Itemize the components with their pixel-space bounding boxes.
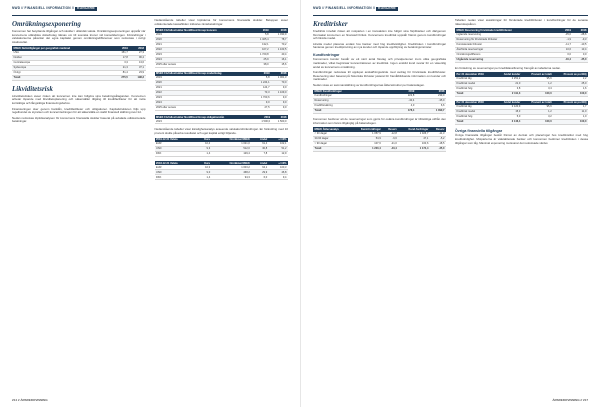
table-cell: Kreditrisk hög [455, 86, 496, 91]
table-header-cell: Andel [251, 161, 268, 165]
paragraph: En fördelning av reserveringar per kreditklassificering framgår av tabellerna nedan. [455, 65, 561, 70]
left-column-1 [12, 19, 146, 184]
table-cell: 17,8 [113, 55, 129, 60]
table-cell: 2022 [155, 47, 253, 52]
table-cell: 15,3 [496, 110, 522, 115]
table-cell: EUR [155, 165, 197, 170]
table-cell: 3,8 [496, 86, 522, 91]
table-cell: 100,6 [398, 141, 430, 146]
table-cell: 102,1 [269, 142, 288, 147]
table-cell: 151,7 [113, 51, 129, 56]
table-cell: 10,3 [196, 165, 211, 170]
table-cell: 2020 [155, 81, 255, 86]
table-cell: Kreditrisk medel [455, 81, 496, 86]
table-cell: 37,1 [129, 65, 145, 70]
table-header-cell: Omräknat MSEK [212, 161, 252, 165]
table-cell: 1 003,2 [212, 165, 252, 170]
table-cell: 107,6 [351, 141, 383, 146]
table-cell: 95,6 [522, 105, 553, 110]
section-tag: KONCERN [378, 6, 396, 10]
table-cell: Kundfordringar [313, 94, 391, 99]
maturity-table-group [155, 28, 289, 67]
table-cell: USD [155, 147, 197, 152]
table-cell: 1 729,8 [252, 52, 270, 57]
table-cell: 239,9 [416, 94, 446, 99]
table-cell: DKK [155, 152, 197, 157]
table-cell: 0,0 [572, 52, 588, 57]
table-cell: Kreditförsäkring [313, 103, 391, 108]
table-cell: 1 109,0 [271, 91, 288, 96]
paragraph: Nedanstående tabeller visar känslighetsanalys avseende valutakursförändringar. En förändring med 10 procent skulle påverka resultatet och eget kapital enligt följande. [154, 127, 288, 135]
table-cell: 9,3 [196, 147, 211, 152]
table-cell: 100,0 [553, 120, 588, 125]
table-cell: 29,9 [251, 170, 268, 175]
table-cell: 6,0 [251, 175, 268, 180]
table-cell: 2023 [155, 52, 253, 57]
table-cell: 1,4 [196, 175, 211, 180]
paragraph: Kreditrisk innebär risken att motparten i en transaktion inte fullgör sina förpliktelser och därigenom förorsakar koncernen en finansiell förlust. Koncernens kreditrisk uppstår främst genom kundfordringar och likvida medel. [313, 29, 446, 41]
paragraph: Nedan visas en sammanställning av kundfordringarnas åldersstruktur per balansdagen. [313, 82, 425, 87]
paragraph: Finansieringen sker genom banklån, kreditfaciliteter och obligationer. Kapitalstrukturen följs upp regelbundet av styrelsen och koncernledningen för att säkerställa en stabil finansiell ställning över tid. [12, 106, 146, 115]
table-cell: -40,4 [382, 146, 398, 151]
table-cell: 3,3 [113, 60, 129, 65]
table-total-row [12, 75, 146, 80]
table-cell: DKK [155, 175, 197, 180]
table-cell: 2022 [155, 91, 255, 96]
table-cell: Totalt [313, 146, 351, 151]
table-cell: Kreditrisk medel [455, 110, 496, 115]
table-cell: 11,0 [553, 110, 588, 115]
table-cell: 2019 [155, 33, 253, 38]
table-cell: 129,4 [212, 152, 252, 157]
right-page [300, 0, 600, 407]
table-cell: 27,5 [254, 106, 271, 111]
page-footer: 214 // ÅRSREDOVISNING [12, 398, 48, 403]
table-cell: 9,0 [271, 106, 288, 111]
table-total-row [455, 57, 588, 62]
table-cell: Kreditrisk hög [455, 115, 496, 120]
table-cell: 5,0 [496, 115, 522, 120]
table-cell: 1 057,9 [351, 132, 383, 137]
running-header: NWD // FINANSIELL INFORMATION // KONCERN [313, 7, 588, 16]
table-header-cell: Andel [251, 138, 268, 142]
table-cell: 1 325,4 [252, 37, 270, 42]
table-header-cell: Procent av portfölj [553, 101, 588, 105]
table-cell: 5,8 [252, 33, 270, 38]
table-row [155, 152, 289, 157]
table-header-cell: 2019 [255, 115, 271, 119]
table-cell: Konstaterade förluster [455, 42, 557, 47]
table-header-cell: Kund-fordringar [351, 127, 383, 131]
table-cell: 38,0 [252, 62, 270, 67]
table-header-cell: 2019 [113, 46, 129, 50]
table-cell: 1 220,4 [351, 146, 383, 151]
table-cell: 46,8 [269, 170, 288, 175]
table-cell: 100,3 [269, 165, 288, 170]
aging-table [313, 127, 446, 151]
table-cell: -35,0 [430, 146, 446, 151]
table-header-cell: Procent av portfölj [553, 72, 588, 76]
table-header-cell: 2019-12-31 Valuta [155, 138, 197, 142]
table-cell: 23,9 [129, 70, 145, 75]
table-cell: 9,0 [254, 101, 271, 106]
table-cell: 198,3 [129, 75, 145, 80]
table-cell: 4,0 [391, 103, 416, 108]
table-cell: 9,0 [196, 170, 211, 175]
table-cell: -6,6 [382, 136, 398, 141]
table-cell: 25,9 [252, 57, 270, 62]
section-title: Likviditetsrisk [12, 84, 53, 93]
table-cell: Totalt [455, 120, 496, 125]
table-cell: Kreditrisk låg [455, 105, 496, 110]
table-cell: 2025 eller senare [155, 62, 253, 67]
table-cell: Reservering [313, 98, 391, 103]
table-cell: 1,7 [553, 105, 588, 110]
table-cell: -35,0 [416, 98, 446, 103]
table-cell: Totalt [313, 108, 391, 113]
table-cell: 10,6 [557, 47, 573, 52]
table-cell: 51,2 [269, 147, 288, 152]
table-total-row [313, 146, 446, 151]
subsection-title: Kundfordringar [313, 52, 340, 57]
table-header-cell: MSEK Förfallostruktur NordWood Group obligationslån [155, 115, 256, 119]
table-cell: -1,9 [557, 37, 573, 42]
table-header-cell: 2019 [252, 28, 270, 32]
table-cell: 2 251,2 [496, 77, 522, 82]
table-cell: < 30 dagar [313, 132, 351, 137]
table-cell: 13,4 [572, 47, 588, 52]
table-cell: 2 411,3 [496, 91, 522, 96]
table-header-cell: MSEK Reservering förväntade kreditförluster [455, 28, 557, 32]
table-cell: 2 146,4 [496, 120, 522, 125]
table-header-cell: MSEK Förfallostruktur NordWood Group koncern [155, 28, 253, 32]
table-header-cell: 2018 [129, 46, 145, 50]
table-cell: 1 163,5 [270, 47, 288, 52]
table-cell: 2025 eller senare [155, 106, 255, 111]
table-cell: -10,5 [572, 42, 588, 47]
table-cell: 12,9 [269, 152, 288, 157]
table-row [155, 175, 289, 180]
table-header-cell: +/-10% [269, 161, 288, 165]
table-header-cell: Reserv [430, 127, 446, 131]
table-cell: 1 033,9 [270, 33, 288, 38]
table-cell: 78,7 [270, 37, 288, 42]
table-cell: 1 021,0 [212, 142, 252, 147]
table-cell: -35,0 [557, 33, 573, 38]
table-cell: 275,5 [113, 75, 129, 80]
table-header-cell: 2018 [416, 90, 446, 94]
page-footer: ÅRSREDOVISNING // 217 [552, 398, 588, 403]
table-cell: -40,4 [391, 98, 416, 103]
table-cell: 2020 [155, 37, 253, 42]
table-cell: 2 120,9 [496, 105, 522, 110]
table-row [155, 119, 289, 124]
table-cell: 54,9 [351, 136, 383, 141]
table-header-cell: Omräknat MSEK [212, 138, 252, 142]
section-title: Omräkningsexponering [12, 20, 81, 28]
table-cell: 70,2 [270, 42, 288, 47]
table-cell: 2021 [155, 42, 253, 47]
table-cell: 1 224,1 [254, 81, 271, 86]
table-cell: 1 700,6 [254, 96, 271, 101]
table-header-cell: 2019 [254, 72, 271, 76]
table-total-row [455, 91, 588, 96]
table-cell: -9,3 [572, 37, 588, 42]
table-cell: 9,0 [271, 96, 288, 101]
table-cell: 9,0 [271, 101, 288, 106]
table-header-cell: Procent av totalt [522, 72, 553, 76]
table-cell: 132,1 [252, 42, 270, 47]
table-cell: 1,2 [522, 81, 553, 86]
table-cell: 81,4 [113, 70, 129, 75]
table-cell: Återförda reserveringar [455, 47, 557, 52]
table-cell: 61,4 [251, 142, 268, 147]
table-cell: 0,0 [557, 52, 573, 57]
table-cell: Övrigt [12, 70, 113, 75]
table-cell: 47,1 [398, 136, 430, 141]
paragraph: Koncernen har betydande tillgångar och skulder i utländsk valuta. Omräkningsexponeringen uppstår när koncernens utländska dotterbolag räknas om till svenska kronor vid konsolideringen. Förändringar i valutakurserna påverkar det egna kapitalet genom omräkningsdifferenser som redovisas i övrigt totalresultat. [12, 29, 146, 44]
table-cell: 100,0 [522, 120, 553, 125]
table-cell: 512,0 [212, 147, 252, 152]
table-row [155, 62, 289, 67]
table-header-cell: Kurs [196, 138, 211, 142]
table-cell: 64,1 [251, 165, 268, 170]
table-cell: 95,6 [522, 77, 553, 82]
table-cell: 100,0 [522, 91, 553, 96]
table-cell: Utgående reservering [455, 57, 557, 62]
table-cell: 1 174,4 [398, 146, 430, 151]
table-cell: 100,0 [553, 91, 588, 96]
table-cell: 9,0 [271, 86, 288, 91]
table-cell: -18,5 [430, 141, 446, 146]
table-header-cell: MSEK Nettotillgångar per geografisk marknad [12, 46, 113, 50]
paragraph: Kundfordringar redovisas till upplupet anskaffningsvärde med avdrag för förväntade kreditförluster. Reservering sker baserat på historiska förluster justerat för framåtblickande information om kunder och marknader. [313, 70, 446, 82]
right-column-2 [455, 19, 588, 156]
table-header-cell: Kurs [196, 161, 211, 165]
section-title: Kreditrisker [313, 20, 348, 28]
table-header-cell: 2019 [391, 90, 416, 94]
table-cell: 2024 [155, 57, 253, 62]
paragraph: Koncernens kunder består av ett stort antal företag och privatpersoner inom olika geografiska marknader, vilket begränsar koncentrationen av kreditrisk. Ingen enskild kund svarar för en väsentlig andel av koncernens omsättning. [313, 57, 446, 69]
table-cell: 1,0 [553, 115, 588, 120]
subsection-title: Övriga finansiella tillgångar [455, 129, 503, 133]
table-header-cell: 2018 [572, 28, 588, 32]
table-cell: 1 500,0 [272, 119, 288, 124]
table-cell: 96,4 [129, 55, 145, 60]
paragraph: Nedanstående tabeller visar löptiderna för koncernens finansiella skulder. Beloppen avser odiskonterade kassaflöden inklusive räntebetalningar. [154, 18, 288, 26]
table-header-cell: Procent av totalt [522, 101, 553, 105]
table-header-cell: 2019 [557, 28, 573, 32]
table-cell: 15,6 [270, 62, 288, 67]
table-cell: Sydeuropa [12, 65, 113, 70]
table-header-cell: 2018-12-31 Valuta [155, 161, 197, 165]
paragraph: Likvida medel placeras endast hos banker med hög kreditvärdighet. Kreditrisken i kundfordringar hanteras genom kreditprövning av nya kunder och löpande uppföljning av betalningsmönster. [313, 41, 446, 50]
table-cell: Kreditrisk låg [455, 77, 496, 82]
paragraph: Koncernen bedömer att de reserveringar som gjorts för osäkra kundfordringar är tillräckliga utifrån den information som fanns tillgänglig på balansdagen. [313, 116, 446, 125]
receivables-table [313, 90, 446, 114]
table-cell: 2023 [155, 119, 256, 124]
table-cell: Ingående reservering [455, 33, 557, 38]
table-row [155, 106, 289, 111]
table-cell: 1,4 [196, 152, 211, 157]
table-header-cell: 2018 [272, 115, 288, 119]
table-cell: -35,0 [572, 57, 588, 62]
table-cell: 2021 [155, 86, 255, 91]
table-cell: -12,8 [382, 132, 398, 137]
running-header: NWD // FINANSIELL INFORMATION // KONCERN [12, 7, 288, 16]
table-cell: 2,2 [553, 77, 588, 82]
paragraph: Likviditetsrisken avser risken att koncernen inte kan fullgöra sina betalningsåtaganden. Koncernen arbetar löpande med likviditetsplanering och säkerställer tillgång till kreditfaciliteter för att möta kortsiktiga och långsiktiga finansieringsbehov. [12, 93, 146, 105]
table-cell: 2023 [155, 96, 255, 101]
table-cell: 27,3 [129, 51, 145, 56]
currency-sensitivity-2018 [155, 161, 289, 180]
table-header-cell: MSEK Förfallostruktur NordWood Group moderbolag [155, 72, 255, 76]
maturity-table-bond [155, 115, 289, 124]
table-cell: 73,3 [254, 91, 271, 96]
expected-credit-loss-table [455, 28, 588, 62]
net-assets-table [12, 46, 146, 80]
table-header-cell: Reserv [382, 127, 398, 131]
table-cell: 1 001,3 [271, 76, 288, 81]
right-column-1 [313, 19, 446, 156]
table-header-cell: +/-10% [269, 138, 288, 142]
credit-class-2018 [455, 101, 588, 125]
table-cell: 3,4 [522, 86, 553, 91]
table-cell: > 90 dagar [313, 141, 351, 146]
table-cell: 1 026,7 [398, 132, 430, 137]
maturity-table-parent [155, 72, 289, 111]
table-header-cell: Per 31 december 2018 [455, 101, 496, 105]
table-cell: 21,3 [113, 65, 129, 70]
table-cell: 1 500,0 [255, 119, 271, 124]
table-cell: EUR [155, 142, 197, 147]
table-cell: -40,4 [557, 57, 573, 62]
table-cell: USD [155, 170, 197, 175]
table-cell: 1,2 [522, 110, 553, 115]
table-cell: 70,0 [271, 81, 288, 86]
table-cell: 16,1 [270, 57, 288, 62]
table-cell: Totalt [12, 75, 113, 80]
table-cell: USA [12, 51, 113, 56]
table-total-row [455, 120, 588, 125]
table-cell: 6,6 [416, 103, 446, 108]
table-cell: 10,4 [196, 142, 211, 147]
table-cell: -11,3 [430, 132, 446, 137]
table-cell: 5,8 [254, 76, 271, 81]
table-cell: 124,7 [254, 86, 271, 91]
credit-class-2019 [455, 72, 588, 96]
table-cell: -5,2 [430, 136, 446, 141]
table-cell: 30-90 dagar [313, 136, 351, 141]
table-cell: Totalt [455, 91, 496, 96]
paragraph: Tabellen nedan visar avsättningar för förväntade kreditförluster i kundfordringar för de senaste räkenskapsåren. [455, 18, 588, 26]
table-cell: 13,6 [129, 60, 145, 65]
table-header-cell: Per 31 december 2019 [455, 72, 496, 76]
table-header-cell: MSEK Åldersanalys [313, 127, 351, 131]
table-cell: 1 090,7 [416, 108, 446, 113]
table-cell: -28,6 [572, 33, 588, 38]
table-cell: -21,0 [382, 141, 398, 146]
table-cell: Centraleuropa [12, 60, 113, 65]
table-cell: 7,8 [251, 152, 268, 157]
table-cell: 30,8 [251, 147, 268, 152]
table-cell: 222,8 [391, 94, 416, 99]
table-cell: 3,2 [522, 115, 553, 120]
table-cell: 178,4 [391, 108, 416, 113]
table-header-cell: Andel kunder [496, 72, 522, 76]
table-cell: Norden [12, 55, 113, 60]
section-tag: KONCERN [77, 6, 95, 10]
table-cell: 25,0 [553, 81, 588, 86]
table-header-cell: Kund-fordringar [398, 127, 430, 131]
table-header-cell: Andel kunder [496, 101, 522, 105]
table-cell: 2024 [155, 101, 255, 106]
table-cell: Omräkningsdifferens [455, 52, 557, 57]
table-cell: 107,2 [252, 47, 270, 52]
table-header-cell: MSEK Kundfordringar [313, 90, 391, 94]
currency-sensitivity-2019 [155, 138, 289, 157]
table-cell: 40,4 [270, 52, 288, 57]
table-cell: Reservering för förväntade förluster [455, 37, 557, 42]
paragraph: Nedan redovisas löptidsanalysen för koncernens finansiella skulder baserat på avtalade odiskonterade betalningar. [12, 115, 146, 124]
table-header-cell: 2018 [271, 72, 288, 76]
table-cell: 21,0 [496, 81, 522, 86]
table-total-row [313, 108, 446, 113]
table-cell: -11,7 [557, 42, 573, 47]
paragraph: Övriga finansiella tillgångar består främst av derivat och placeringar hos kreditinstitut med hög kreditvärdighet. Motparterna är väletablerade banker och koncernen bedömer kreditrisken i dessa tillgångar som låg. Maximal exponering motsvarar det redovisade värdet. [455, 133, 588, 145]
table-header-cell: 2018 [270, 28, 288, 32]
table-cell: 2019 [155, 76, 255, 81]
table-cell: 94,3 [212, 175, 252, 180]
left-column-2 [155, 19, 289, 184]
table-cell: 1,6 [553, 86, 588, 91]
table-cell: 468,2 [212, 170, 252, 175]
table-cell: 9,4 [269, 175, 288, 180]
